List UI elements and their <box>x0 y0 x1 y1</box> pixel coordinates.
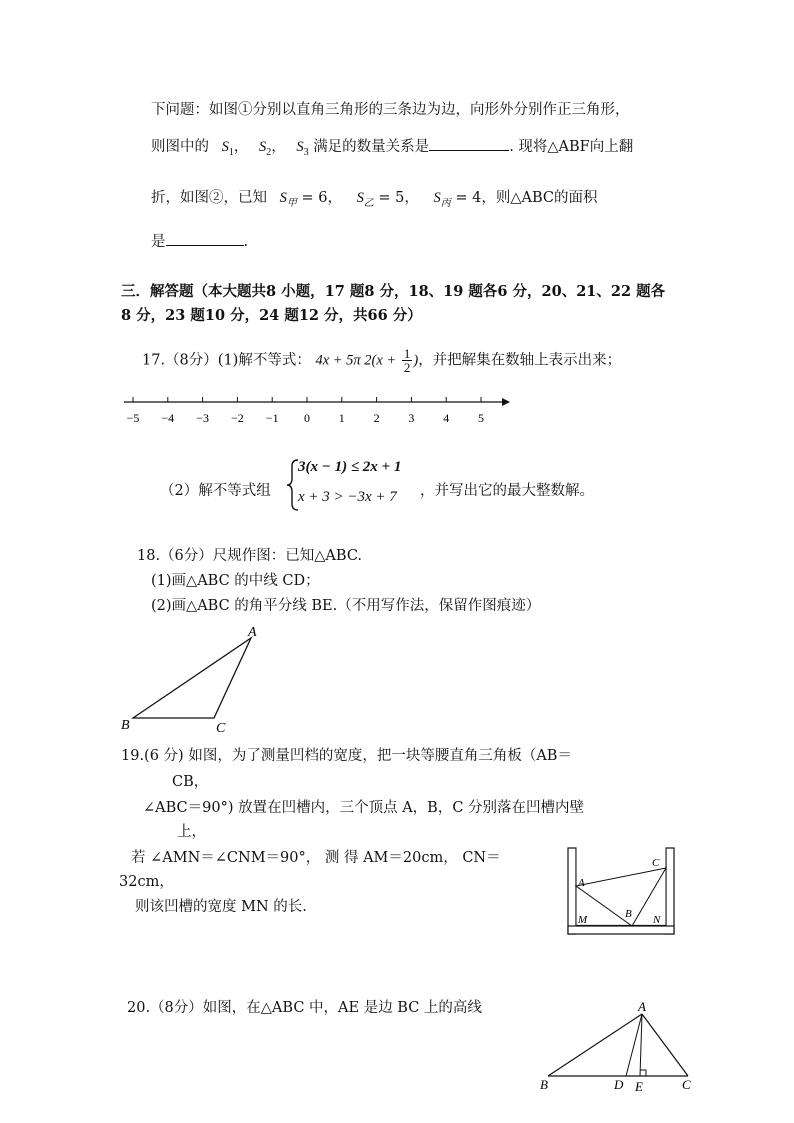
value-bing: = 4 <box>455 190 482 206</box>
q17-expression: 4x + 5π 2(x + <box>315 352 397 369</box>
text-fragment: 则图中的 <box>151 139 209 155</box>
question-19-line-4: 上， <box>177 824 206 840</box>
tick-label: −3 <box>196 411 209 425</box>
symbol-s1: $S_1$ <box>221 139 234 158</box>
triangle-abc-figure <box>118 620 268 740</box>
text-fragment: ，则△ABC的面积 <box>481 190 598 206</box>
text-line-2: 则图中的 $S_1$， $S_2$， $S_3$ 满足的数量关系是 . 现将△ABF向上翻 <box>151 135 633 158</box>
text-fragment: 满足的数量关系是 <box>313 139 430 155</box>
symbol-s2: $S_2$ <box>258 139 272 158</box>
text-fragment: 是 <box>151 234 166 250</box>
tick-label: −2 <box>231 411 244 425</box>
tick-label: −4 <box>161 411 175 425</box>
tick-label: 1 <box>338 411 345 425</box>
q18-item-2: (2)画△ABC 的角平分线 BE.（不用写作法，保留作图痕迹） <box>151 598 541 614</box>
q17-part2-label: （2）解不等式组 <box>160 483 271 499</box>
tick-label: −1 <box>265 411 279 425</box>
answer-blank[interactable] <box>166 231 244 246</box>
symbol-s-bing: $S_丙$ <box>433 190 451 209</box>
label-d: D <box>614 1077 624 1092</box>
question-17: 17.（8分）(1)解不等式： 4x + 5π 2(x + $\frac{1}{2}$ )，并把解集在数轴上表示出来； <box>142 346 622 375</box>
tick-label: 2 <box>373 411 380 425</box>
text-fragment: . 现将△ABF向上翻 <box>509 139 634 155</box>
q17-head: 17.（8分）(1)解不等式： <box>142 352 311 369</box>
text-line-3: 折，如图②，已知 $S_甲 = 6$， $S_乙 = 5$， $S_丙 = 4$，则△ABC的面积 <box>151 190 598 209</box>
label-b: B <box>121 718 130 733</box>
q17-tail: ，并把解集在数轴上表示出来； <box>418 352 622 369</box>
question-19-line-3: ∠ABC＝90°) 放置在凹槽内，三个顶点 A，B，C 分别落在凹槽内壁 <box>143 800 585 816</box>
section-heading-line-2: 8 分，23 题10 分，24 题12 分，共66 分） <box>121 307 422 324</box>
symbol-s-jia: $S_甲$ <box>279 190 297 209</box>
label-c: C <box>682 1077 691 1092</box>
tick-label: −5 <box>126 411 140 425</box>
label-m: M <box>578 914 588 926</box>
tick-label: 3 <box>408 411 415 425</box>
label-c: C <box>652 857 660 869</box>
system-inequality-2: x + 3 > −3x + 7 <box>298 489 397 505</box>
text-line-1: 下问题：如图①分别以直角三角形的三条边为边，向形外分别作正三角形， <box>151 102 630 118</box>
section-heading-line-1: 三．解答题（本大题共8 小题，17 题8 分，18、19 题各6 分，20、21、22 题各 <box>121 283 666 300</box>
question-19-line-2: CB， <box>172 774 209 790</box>
question-18: 18.（6分）尺规作图：已知△ABC. <box>137 548 363 564</box>
label-e: E <box>635 1079 643 1094</box>
label-a: A <box>248 625 257 640</box>
system-inequality-1: 3(x − 1) ≤ 2x + 1 <box>298 459 402 475</box>
label-b: B <box>625 908 632 920</box>
label-a: A <box>578 877 585 889</box>
triangle-abc-altitude-figure <box>538 998 698 1094</box>
answer-blank[interactable] <box>429 136 509 151</box>
question-19-line-6: 32cm， <box>119 874 174 890</box>
tick-label: 0 <box>304 411 310 425</box>
value-jia: = 6 <box>301 190 328 206</box>
groove-figure <box>565 846 680 938</box>
text-fragment: . <box>243 234 249 250</box>
question-19-line-5: 若 ∠AMN＝∠CNM＝90°， 测 得 AM＝20cm， CN＝ <box>131 850 501 866</box>
label-a: A <box>638 999 646 1014</box>
fraction-half: $\frac{1}{2}$ <box>403 346 411 375</box>
q17-part2-tail: ，并写出它的最大整数解。 <box>420 483 594 499</box>
number-line <box>118 392 518 428</box>
value-yi: = 5 <box>378 190 405 206</box>
label-n: N <box>653 914 661 926</box>
tick-label: 5 <box>478 411 484 425</box>
label-c: C <box>216 721 226 736</box>
q18-item-1: (1)画△ABC 的中线 CD； <box>151 573 320 589</box>
symbol-s3: $S_3$ <box>296 139 309 158</box>
text-line-4 <box>151 230 248 251</box>
question-19-line-7: 则该凹槽的宽度 MN 的长. <box>135 899 307 915</box>
text-fragment: 折，如图②，已知 <box>151 190 267 206</box>
question-20: 20.（8分）如图，在△ABC 中，AE 是边 BC 上的高线 <box>127 1000 482 1016</box>
label-b: B <box>540 1077 548 1092</box>
symbol-s-yi: $S_乙$ <box>356 190 374 209</box>
question-19-line-1: 19.(6 分) 如图，为了测量凹档的宽度，把一块等腰直角三角板（AB＝ <box>121 748 572 764</box>
tick-label: 4 <box>443 411 450 425</box>
